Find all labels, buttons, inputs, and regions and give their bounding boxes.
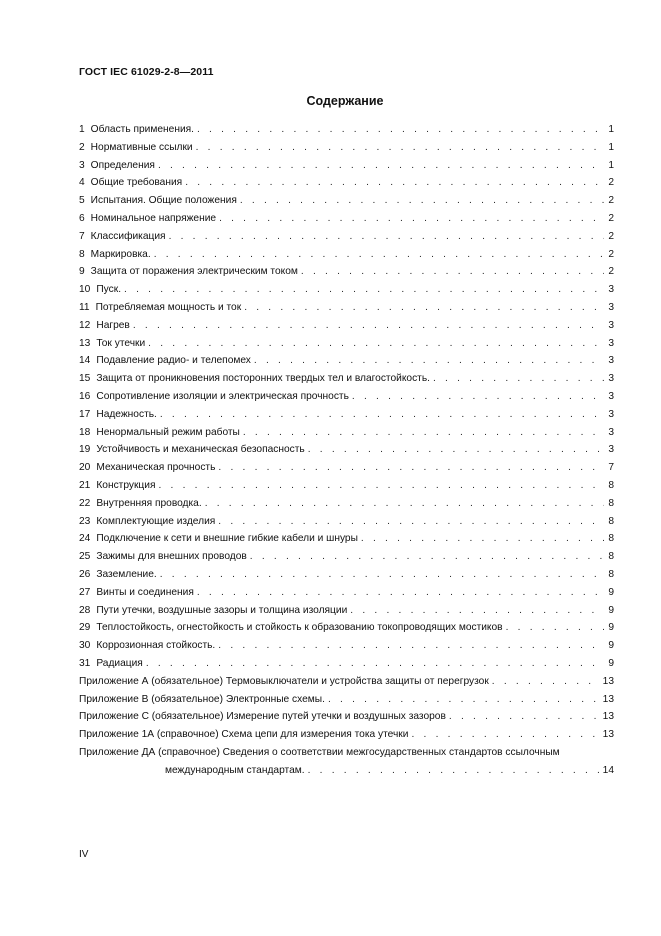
toc-entry-number: 12 xyxy=(79,319,91,331)
toc-entry-page: 2 xyxy=(608,266,614,278)
dot-leader xyxy=(219,210,604,228)
toc-entry[interactable] xyxy=(79,495,614,513)
toc-entry[interactable] xyxy=(79,246,614,264)
toc-entry-label: Винты и соединения xyxy=(96,586,194,598)
toc-entry-page: 1 xyxy=(608,124,614,135)
dot-leader xyxy=(146,655,604,673)
toc-entry-number: 27 xyxy=(79,586,91,598)
dot-leader xyxy=(196,139,604,157)
toc-entry-number: 24 xyxy=(79,533,91,545)
toc-entry-label: Механическая прочность xyxy=(96,462,216,474)
toc-entry[interactable] xyxy=(79,406,614,424)
toc-entry[interactable] xyxy=(79,566,614,584)
toc-entry-label: Приложение С (обязательное) Измерение путей утечки и воздушных зазоров xyxy=(79,711,446,723)
toc-entry-page: 8 xyxy=(608,551,614,563)
dot-leader xyxy=(218,459,604,477)
dot-leader xyxy=(506,619,604,637)
toc-entry-page: 13 xyxy=(602,711,614,723)
dot-leader xyxy=(160,566,604,584)
toc-entry-label: Потребляемая мощность и ток xyxy=(95,301,242,313)
document-header: ГОСТ IEC 61029-2-8—2011 xyxy=(79,66,214,78)
toc-entry-label: Пути утечки, воздушные зазоры и толщина изоляции xyxy=(96,604,348,616)
toc-entry[interactable] xyxy=(79,548,614,566)
toc-entry-number: 13 xyxy=(79,337,91,349)
toc-entry-label: Заземление. xyxy=(96,568,157,580)
toc-entry-page: 3 xyxy=(608,373,614,385)
toc-entry-number: 23 xyxy=(79,515,91,527)
toc-entry-page: 8 xyxy=(608,515,614,527)
dot-leader xyxy=(148,335,604,353)
toc-entry-number: 18 xyxy=(79,426,91,438)
toc-entry-page: 3 xyxy=(608,444,614,456)
toc-entry-label: Испытания. Общие положения xyxy=(90,195,237,207)
toc-entry-label: Ненормальный режим работы xyxy=(96,426,240,438)
toc-entry-number: 14 xyxy=(79,355,91,367)
toc-entry-number: 3 xyxy=(79,159,85,171)
dot-leader xyxy=(301,263,604,281)
toc-entry-page: 2 xyxy=(608,195,614,207)
toc-entry-page: 9 xyxy=(608,604,614,616)
toc-entry-page: 3 xyxy=(608,337,614,349)
toc-entry[interactable] xyxy=(79,424,614,442)
toc-entry-page: 2 xyxy=(608,248,614,260)
toc-entry-page: 8 xyxy=(608,568,614,580)
dot-leader xyxy=(160,406,604,424)
dot-leader xyxy=(250,548,604,566)
toc-entry-page: 9 xyxy=(608,622,614,634)
dot-leader xyxy=(433,370,604,388)
toc-entry-page: 2 xyxy=(608,177,614,189)
toc-entry[interactable] xyxy=(79,352,614,370)
toc-entry[interactable] xyxy=(79,637,614,655)
toc-entry-label: Приложение А (обязательное) Термовыключатели и устройства защиты от перегрузок xyxy=(79,675,489,687)
toc-entry-label: Защита от проникновения посторонних твердых тел и влагостойкость. xyxy=(96,373,430,385)
page-number: IV xyxy=(79,849,89,860)
toc-entry-number: 15 xyxy=(79,373,91,385)
toc-entry-label: Область применения. xyxy=(90,124,194,135)
toc-entry-number: 1 xyxy=(79,124,85,135)
toc-entry-number: 30 xyxy=(79,640,91,652)
dot-leader xyxy=(308,441,604,459)
toc-annex-entry[interactable] xyxy=(79,726,614,744)
toc-entry-label: Приложение В (обязательное) Электронные схемы. xyxy=(79,693,325,705)
dot-leader xyxy=(158,477,604,495)
toc-entry-page: 8 xyxy=(608,533,614,545)
toc-entry-label: Общие требования xyxy=(90,177,183,189)
toc-entry-page: 1 xyxy=(608,141,614,153)
toc-entry-label: Маркировка. xyxy=(90,248,151,260)
toc-entry-label: Нормативные ссылки xyxy=(90,141,193,153)
toc-entry[interactable] xyxy=(79,228,614,246)
toc-entry-label: Надежность. xyxy=(96,408,157,420)
toc-entry-label: Комплектующие изделия xyxy=(96,515,216,527)
toc-entry-label: Защита от поражения электрическим током xyxy=(90,266,298,278)
toc-entry-number: 28 xyxy=(79,604,91,616)
toc-entry-page: 3 xyxy=(608,426,614,438)
toc-entry-page: 8 xyxy=(608,497,614,509)
toc-entry[interactable] xyxy=(79,174,614,192)
toc-entry-number: 29 xyxy=(79,622,91,634)
toc-entry-page: 9 xyxy=(608,640,614,652)
toc-entry[interactable] xyxy=(79,263,614,281)
toc-title: Содержание xyxy=(306,94,384,108)
toc-entry-label: Приложение ДА (справочное) Сведения о соответствии межгосударственных стандартов ссылочным xyxy=(79,746,560,758)
toc-entry[interactable] xyxy=(79,121,614,139)
toc-entry-number: 19 xyxy=(79,444,91,456)
toc-entry-label: Подключение к сети и внешние гибкие кабели и шнуры xyxy=(96,533,358,545)
toc-entry-label: Нагрев xyxy=(96,319,130,331)
toc-entry-number: 7 xyxy=(79,230,85,242)
toc-annex-entry[interactable] xyxy=(79,744,614,762)
toc-entry-number: 10 xyxy=(79,284,91,296)
toc-entry-label: Подавление радио- и телепомех xyxy=(96,355,251,367)
toc-entry[interactable] xyxy=(79,281,614,299)
toc-entry-label: Устойчивость и механическая безопасность xyxy=(96,444,305,456)
toc-entry-page: 3 xyxy=(608,390,614,402)
toc-entry[interactable] xyxy=(79,584,614,602)
toc-entry[interactable] xyxy=(79,655,614,673)
toc-entry-page: 13 xyxy=(602,729,614,741)
dot-leader xyxy=(154,246,604,264)
dot-leader xyxy=(492,673,601,691)
toc-entry[interactable] xyxy=(79,513,614,531)
toc-entry-page: 2 xyxy=(608,230,614,242)
dot-leader xyxy=(158,157,604,175)
toc-entry[interactable] xyxy=(79,619,614,637)
dot-leader xyxy=(308,762,601,780)
toc-entry-label: Коррозионная стойкость. xyxy=(96,640,216,652)
dot-leader xyxy=(328,691,601,709)
dot-leader xyxy=(133,317,604,335)
toc-entry[interactable] xyxy=(79,317,614,335)
toc-entry-number: 22 xyxy=(79,497,91,509)
toc-entry-number: 31 xyxy=(79,657,91,669)
dot-leader xyxy=(449,708,601,726)
toc-entry-page: 3 xyxy=(608,301,614,313)
toc-entry-number: 9 xyxy=(79,266,85,278)
toc-entry[interactable] xyxy=(79,388,614,406)
toc-entry[interactable] xyxy=(79,459,614,477)
toc-annex-entry[interactable] xyxy=(79,708,614,726)
toc-entry-label: Сопротивление изоляции и электрическая прочность xyxy=(96,390,349,402)
toc-entry-number: 8 xyxy=(79,248,85,260)
toc-entry-number: 4 xyxy=(79,177,85,189)
dot-leader xyxy=(169,228,604,246)
dot-leader xyxy=(197,121,604,139)
toc-entry-label: Классификация xyxy=(90,230,166,242)
toc-entry[interactable] xyxy=(79,602,614,620)
toc-entry-label: Приложение 1А (справочное) Схема цепи для измерения тока утечки xyxy=(79,729,409,741)
toc-entry-number: 26 xyxy=(79,568,91,580)
toc-entry-page: 13 xyxy=(602,675,614,687)
toc-entry-page: 3 xyxy=(608,319,614,331)
toc-entry-label: Конструкция xyxy=(96,479,156,491)
toc-entry[interactable] xyxy=(79,370,614,388)
dot-leader xyxy=(361,530,604,548)
dot-leader xyxy=(352,388,604,406)
toc-entry-number: 25 xyxy=(79,551,91,563)
toc-entry-label: Ток утечки xyxy=(96,337,146,349)
toc-entry-page: 13 xyxy=(602,693,614,705)
toc-annex-entry-continued[interactable] xyxy=(79,762,614,780)
toc-entry-number: 6 xyxy=(79,212,85,224)
toc-entry-page: 7 xyxy=(608,462,614,474)
toc-entry[interactable] xyxy=(79,335,614,353)
toc-entry-number: 11 xyxy=(79,301,90,313)
toc-annex-entry[interactable] xyxy=(79,691,614,709)
toc-entry-label: Зажимы для внешних проводов xyxy=(96,551,247,563)
toc-entry-page: 8 xyxy=(608,479,614,491)
toc-entry-label: Внутренняя проводка. xyxy=(96,497,202,509)
toc-entry-page: 14 xyxy=(602,764,614,776)
toc-entry-page: 2 xyxy=(608,212,614,224)
toc-entry-page: 3 xyxy=(608,355,614,367)
toc-entry-page: 9 xyxy=(608,586,614,598)
toc-entry-label: Определения xyxy=(90,159,155,171)
toc-entry-page: 9 xyxy=(608,657,614,669)
toc-entry-label: Пуск. xyxy=(96,284,122,296)
dot-leader xyxy=(350,602,604,620)
toc-entry[interactable] xyxy=(79,210,614,228)
toc-entry[interactable] xyxy=(79,441,614,459)
dot-leader xyxy=(254,352,604,370)
dot-leader xyxy=(240,192,604,210)
toc-entry-page: 3 xyxy=(608,408,614,420)
toc-entry-page: 3 xyxy=(608,284,614,296)
toc-entry[interactable] xyxy=(79,299,614,317)
toc-entry[interactable] xyxy=(79,530,614,548)
toc-entry-number: 16 xyxy=(79,390,91,402)
toc-entry-label: Номинальное напряжение xyxy=(90,212,217,224)
dot-leader xyxy=(244,299,604,317)
toc-entry-label: Радиация xyxy=(96,657,143,669)
toc-entry-label: Теплостойкость, огнестойкость и стойкость к образованию токопроводящих мостиков xyxy=(96,622,503,634)
dot-leader xyxy=(124,281,604,299)
toc-entry-number: 2 xyxy=(79,141,85,153)
toc-entry-number: 17 xyxy=(79,408,91,420)
toc-entry-page: 1 xyxy=(608,159,614,171)
dot-leader xyxy=(197,584,604,602)
dot-leader xyxy=(218,513,604,531)
toc-entry-number: 20 xyxy=(79,462,91,474)
toc-annex-entry[interactable] xyxy=(79,673,614,691)
toc-entry[interactable] xyxy=(79,157,614,175)
dot-leader xyxy=(411,726,600,744)
toc-entry[interactable] xyxy=(79,477,614,495)
toc-entry[interactable] xyxy=(79,192,614,210)
dot-leader xyxy=(243,424,604,442)
dot-leader xyxy=(185,174,604,192)
toc-entry-number: 21 xyxy=(79,479,91,491)
table-of-contents xyxy=(79,121,614,779)
toc-entry-number: 5 xyxy=(79,195,85,207)
dot-leader xyxy=(205,495,604,513)
dot-leader xyxy=(218,637,604,655)
toc-entry[interactable] xyxy=(79,139,614,157)
toc-entry-label: международным стандартам. xyxy=(165,764,305,776)
